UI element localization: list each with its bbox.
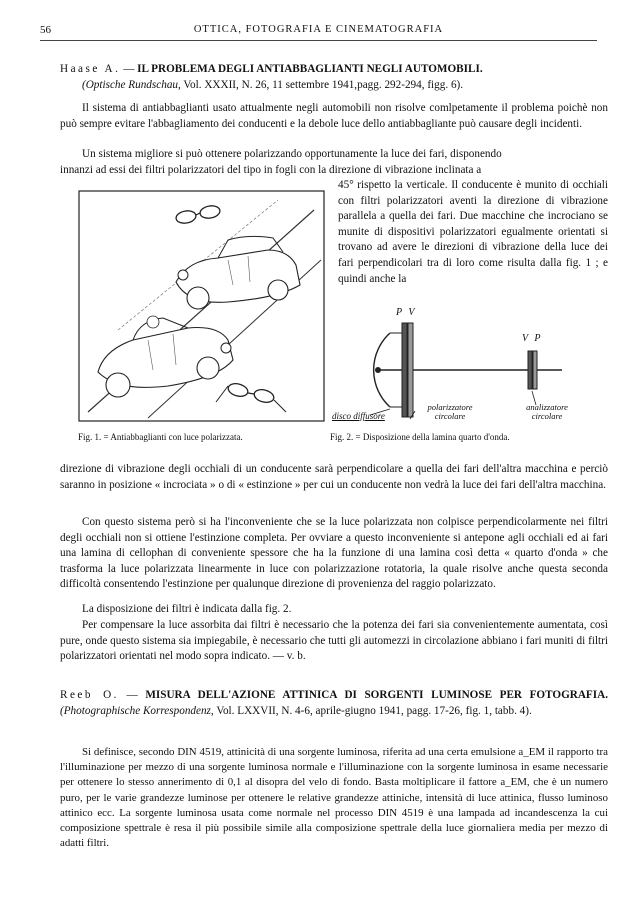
article1-para4: La disposizione dei filtri è indicata dalla fig. 2. bbox=[82, 603, 292, 615]
glasses-top-icon bbox=[175, 204, 221, 224]
article2-source-journal: (Photographische Korrespondenz, bbox=[60, 704, 214, 717]
article1-title: IL PROBLEMA DEGLI ANTIABBAGLIANTI NEGLI AUTOMOBILI. bbox=[137, 63, 483, 75]
article1-source-journal: (Optische Rundschau, bbox=[82, 78, 181, 91]
article1-dash: — bbox=[120, 63, 138, 75]
article1-para2-line2: innanzi ad essi dei filtri polarizzatori del tipo in fogli con la direzione di vibrazione inclinata a bbox=[60, 164, 482, 176]
label-vp-right: V P bbox=[522, 333, 543, 344]
header-rule bbox=[40, 40, 597, 41]
article2-author: Reeb O. bbox=[60, 689, 119, 701]
article2-dash: — bbox=[118, 689, 146, 701]
article1-para2-column: 45° rispetto la verticale. Il conducente è munito di occhiali con filtri polarizzatori aventi la direzione di vibrazione parallela a quella dei fari. Due macchine che incrociano se munite di dispositivi polarizzatori egualmente orientati si trovano ad avere le direzioni di vibrazione della luce dei fari perpendicolari tra di loro come risulta dalla fig. 1 ; e quindi anche la bbox=[338, 179, 608, 285]
article1-author: Haase A. bbox=[60, 63, 121, 75]
car-top bbox=[176, 236, 300, 309]
article1-para2-line1: Un sistema migliore si può ottenere polarizzando opportunamente la luce dei fari, disponendo bbox=[82, 148, 502, 160]
article1-source-details: Vol. XXXII, N. 26, 11 settembre 1941,pagg. 292-294, figg. 6). bbox=[180, 78, 464, 91]
article1-para2-continued: direzione di vibrazione degli occhiali di un conducente sarà perpendicolare a quella dei fari dell'altra macchina e perciò saranno in posizione « incrociata » o di « estinzione » per cui un conducente non vedrà la luce dei fari dell'altra macchina. bbox=[60, 463, 608, 491]
figure2-caption: Fig. 2. = Disposizione della lamina quarto d'onda. bbox=[330, 432, 510, 442]
figure1-illustration bbox=[78, 190, 325, 422]
article1-para3: Con questo sistema però si ha l'inconveniente che se la luce polarizzata non colpisce perpendicolarmente nei filtri degli occhiali non si ottiene l'estinzione completa. Per ovviare a questo inconveniente si antepone agli occhiali ed ai fari una lamina di cellophan di conveniente spessore che ha la funzione di una lamina così detta « quarto d'onda » che trasforma la luce polarizzata linearmente in luce con polarizzazione rotatoria, la quale risolve anche questa seconda difficoltà consentendo l'estinzione per qualunque direzione di provenienza del raggio polarizzato. bbox=[60, 516, 608, 591]
article2-source-details: Vol. LXXVII, N. 4-6, aprile-giugno 1941, pagg. 17-26, fig. 1, tabb. 4). bbox=[213, 704, 532, 717]
article1-para5: Per compensare la luce assorbita dai filtri è necessario che la potenza dei fari sia convenientemente aumentata, così pure, onde questo sistema sia impiegabile, è necessario che tutti gli automezzi in circolazione abbiano i fari muniti di filtri polarizzatori orientati nel modo sopra indicato. — v. b. bbox=[60, 619, 608, 663]
label-polarizzatore-circolare: polarizzatore circolare bbox=[427, 402, 473, 421]
journal-title: OTTICA, FOTOGRAFIA E CINEMATOGRAFIA bbox=[193, 24, 444, 35]
label-pv-left: P V bbox=[396, 307, 417, 318]
article2-heading bbox=[60, 688, 608, 719]
label-analizzatore-circolare: analizzatore circolare bbox=[526, 402, 568, 421]
label-disco-diffusore: disco diffusore bbox=[332, 411, 385, 421]
article1-heading bbox=[60, 62, 608, 93]
glasses-bottom-icon bbox=[216, 382, 286, 412]
figure2-diagram bbox=[330, 305, 592, 427]
article2-title: MISURA DELL'AZIONE ATTINICA DI SORGENTI LUMINOSE PER FOTOGRAFIA. bbox=[145, 689, 608, 701]
article2-para1: Si definisce, secondo DIN 4519, attinicità di una sorgente luminosa, riferita ad una certa emulsione a_EM il rapporto tra l'illuminazione per mezzo di una sorgente luminosa normale e l'illuminazione con la sorgente luminosa in esame necessarie per ottenere lo stesso annerimento di 0,1 al disopra del velo di fondo. Basta moltiplicare il fattore a_EM, che è un numero puro, per le varie grandezze luminose per ottenere le relative grandezze attiniche, intensità di luce attinica, flusso luminoso attinico ecc. La sorgente luminosa usata come normale nel processo DIN 4519 è una lampada ad incandescenza la cui composizione spettrale è resa il più possibile simile alla composizione spettrale della luce giornaliera media per mezzo di adatti filtri. bbox=[60, 746, 608, 850]
page-number: 56 bbox=[40, 24, 51, 36]
article1-source bbox=[60, 78, 608, 94]
article1-para1: Il sistema di antiabbaglianti usato attualmente negli automobili non risolve comlpetamente il problema poichè non può sempre evitare l'abbagliamento dei conducenti e la debole luce dello antiabbagliante può causare degli incidenti. bbox=[60, 102, 608, 130]
figure1-caption: Fig. 1. = Antiabbaglianti con luce polarizzata. bbox=[78, 432, 243, 442]
car-bottom bbox=[98, 316, 233, 397]
